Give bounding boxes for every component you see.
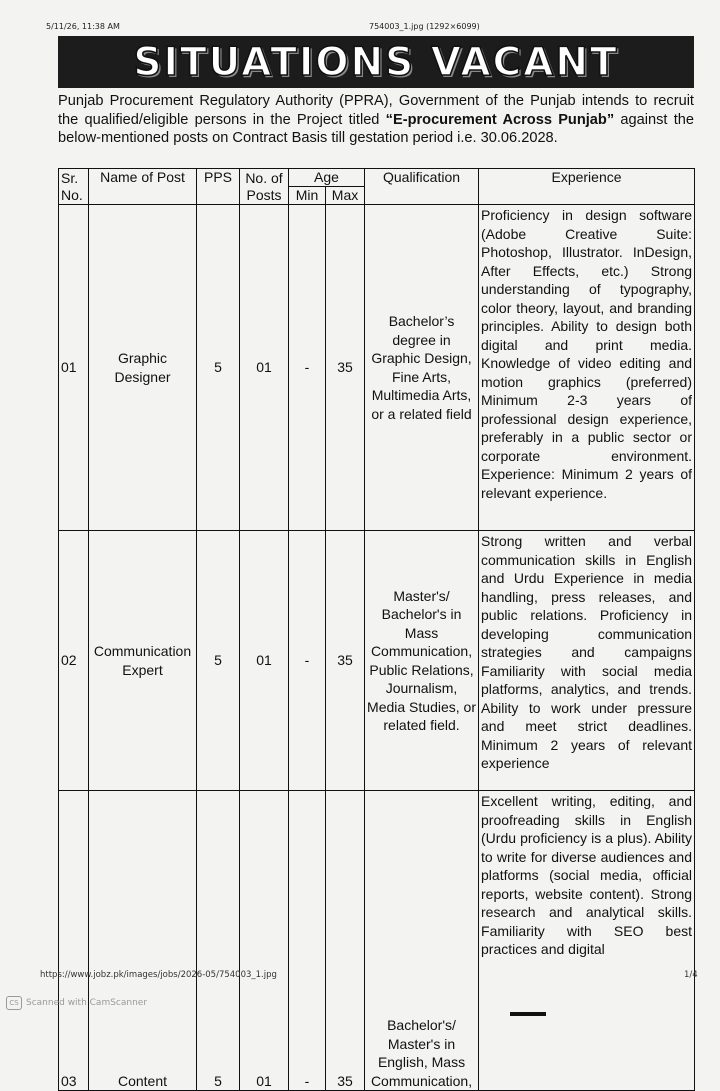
footer-page-number: 1/4 [684, 970, 698, 980]
header-no-of-posts: No. of Posts [240, 169, 289, 205]
header-age-min: Min [289, 187, 326, 205]
intro-part2: against the below-mentioned posts on Contract Basis till gestation period i.e. 30.06.2028. [58, 111, 694, 146]
cell-experience: Excellent writing, editing, and proofreading skills in English (Urdu proficiency is a plus). Ability to write for diverse audiences and platforms (social media, official reports, website content). Strong research and analytical skills. Familiarity with SEO best practices and digital [479, 791, 695, 1091]
cell-qualification: Bachelor’s degree in Graphic Design, Fine Arts, Multimedia Arts, or a related field [365, 205, 479, 531]
cell-qualification: Bachelor's/ Master's in English, Mass Communication, [365, 791, 479, 1091]
banner-title: SITUATIONS VACANT [133, 39, 619, 85]
cell-post-name: Communication Expert [89, 531, 197, 791]
bottom-edge-mark [510, 1012, 546, 1016]
scanner-text: Scanned with CamScanner [26, 998, 148, 1008]
cell-experience: Proficiency in design software (Adobe Creative Suite: Photoshop, Illustrator. InDesign, After Effects, etc.) Strong understanding of typography, color theory, layout, and branding principles. Ability to design both digital and print media. Knowledge of video editing and motion graphics (preferred) Minimum 2-3 years of professional design experience, preferably in a public sector or corporate environment. Experience: Minimum 2 years of relevant experience. [479, 205, 695, 531]
cell-sr: 03 [59, 791, 89, 1091]
header-sr-no: Sr. No. [59, 169, 89, 205]
print-header [46, 22, 686, 36]
camscanner-logo-icon: CS [6, 996, 22, 1010]
scanner-watermark [6, 996, 147, 1010]
header-age: Age [289, 169, 365, 187]
header-age-max: Max [326, 187, 365, 205]
print-datetime: 5/11/26, 11:38 AM [46, 22, 120, 31]
cell-posts: 01 [240, 791, 289, 1091]
cell-sr: 02 [59, 531, 89, 791]
table-row [59, 205, 695, 531]
print-filename: 754003_1.jpg (1292×6099) [369, 22, 480, 31]
table-header-row [59, 169, 695, 187]
title-banner [58, 36, 694, 88]
cell-age-max: 35 [326, 791, 365, 1091]
cell-age-min: - [289, 205, 326, 531]
cell-pps: 5 [197, 531, 240, 791]
header-pps: PPS [197, 169, 240, 205]
table-row [59, 791, 695, 1091]
cell-pps: 5 [197, 205, 240, 531]
header-name-of-post: Name of Post [89, 169, 197, 205]
cell-sr: 01 [59, 205, 89, 531]
cell-post-name: Content [89, 791, 197, 1091]
footer-url: https://www.jobz.pk/images/jobs/2026-05/754003_1.jpg [40, 970, 277, 980]
cell-posts: 01 [240, 531, 289, 791]
intro-part1: Punjab Procurement Regulatory Authority (PPRA), Government of the Punjab intends to recruit the qualified/eligible persons in the Project titled [58, 93, 694, 128]
cell-age-max: 35 [326, 205, 365, 531]
table-row [59, 531, 695, 791]
cell-posts: 01 [240, 205, 289, 531]
cell-experience: Strong written and verbal communication skills in English and Urdu Experience in media handling, press releases, and public relations. Proficiency in developing communication strategies and campaigns Familiarity with social media platforms, analytics, and trends. Ability to work under pressure and meet strict deadlines. Minimum 2 years of relevant experience [479, 531, 695, 791]
cell-qualification: Master's/ Bachelor's in Mass Communication, Public Relations, Journalism, Media Studies, or related field. [365, 531, 479, 791]
cell-age-min: - [289, 791, 326, 1091]
cell-age-min: - [289, 531, 326, 791]
header-experience: Experience [479, 169, 695, 205]
cell-post-name: Graphic Designer [89, 205, 197, 531]
posts-table [58, 168, 695, 1091]
header-qualification: Qualification [365, 169, 479, 205]
cell-age-max: 35 [326, 531, 365, 791]
intro-project-name: “E-procurement Across Punjab” [385, 111, 615, 128]
intro-paragraph [58, 92, 694, 148]
cell-pps: 5 [197, 791, 240, 1091]
